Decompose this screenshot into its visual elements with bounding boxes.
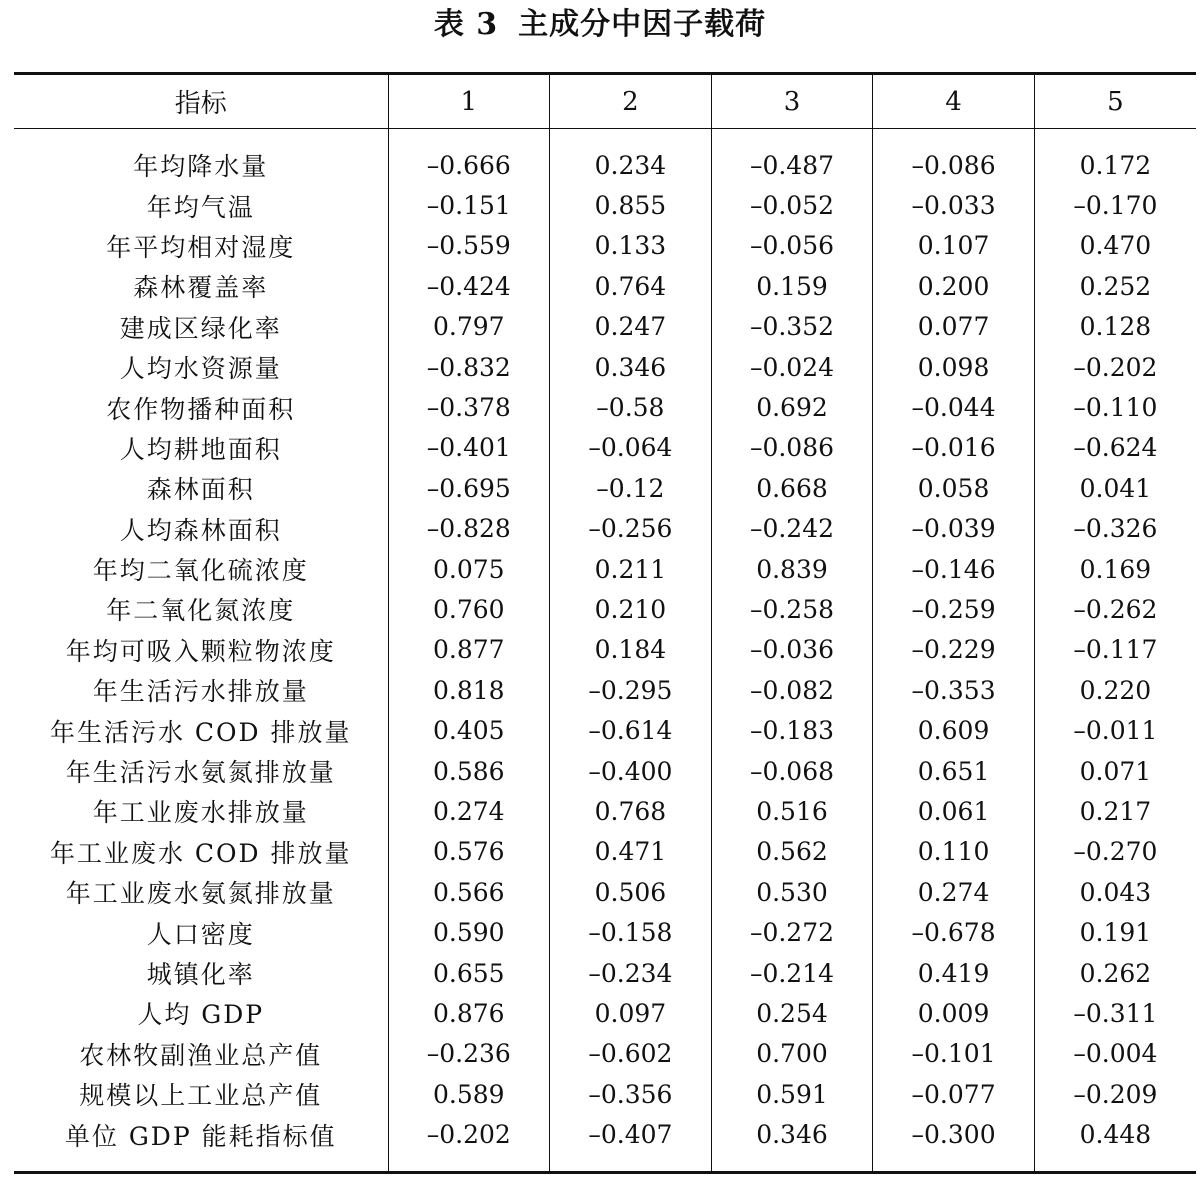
- loading-value-cell: –0.828: [388, 509, 550, 549]
- loading-value-cell: –0.202: [388, 1114, 550, 1172]
- loading-value-cell: 0.262: [1034, 953, 1196, 993]
- loading-value-cell: 0.097: [550, 993, 712, 1033]
- loading-value-cell: 0.700: [711, 1034, 873, 1074]
- indicator-cell: 年均可吸入颗粒物浓度: [65, 636, 336, 666]
- indicator-cell: 人均耕地面积: [119, 434, 282, 464]
- loading-value-cell: –0.236: [388, 1034, 550, 1074]
- loading-value-cell: 0.448: [1034, 1114, 1196, 1172]
- loading-value-cell: –0.262: [1034, 589, 1196, 629]
- indicator-cell: 规模以上工业总产值: [79, 1081, 323, 1111]
- loading-value-cell: –0.064: [550, 428, 712, 468]
- loading-value-cell: –0.229: [873, 630, 1035, 670]
- loading-value-cell: 0.133: [550, 226, 712, 266]
- table-header-row: [14, 74, 1196, 129]
- loading-value-cell: –0.052: [711, 185, 873, 225]
- loading-value-cell: 0.041: [1034, 468, 1196, 508]
- table-row: [14, 953, 1196, 993]
- loading-value-cell: 0.110: [873, 832, 1035, 872]
- loading-value-cell: –0.039: [873, 509, 1035, 549]
- loading-value-cell: 0.159: [711, 266, 873, 306]
- loading-value-cell: 0.254: [711, 993, 873, 1033]
- loading-value-cell: –0.101: [873, 1034, 1035, 1074]
- indicator-cell: 农林牧副渔业总产值: [79, 1040, 323, 1070]
- loading-value-cell: 0.071: [1034, 751, 1196, 791]
- loading-value-cell: 0.346: [550, 347, 712, 387]
- loading-value-cell: –0.12: [550, 468, 712, 508]
- loading-value-cell: –0.086: [873, 129, 1035, 186]
- loading-value-cell: –0.270: [1034, 832, 1196, 872]
- loading-value-cell: 0.075: [388, 549, 550, 589]
- table-row: [14, 185, 1196, 225]
- loading-value-cell: –0.183: [711, 710, 873, 750]
- loading-value-cell: 0.346: [711, 1114, 873, 1172]
- loading-value-cell: –0.256: [550, 509, 712, 549]
- loading-value-cell: 0.651: [873, 751, 1035, 791]
- loading-value-cell: 0.516: [711, 791, 873, 831]
- indicator-cell: 人均水资源量: [119, 354, 282, 384]
- loading-value-cell: –0.117: [1034, 630, 1196, 670]
- indicator-cell: 建成区绿化率: [119, 313, 282, 343]
- loading-value-cell: 0.128: [1034, 307, 1196, 347]
- table-number: 表 3: [433, 7, 499, 42]
- loading-value-cell: –0.242: [711, 509, 873, 549]
- header-cell-indicator: 指标: [14, 74, 388, 129]
- table-row: [14, 670, 1196, 710]
- loading-value-cell: 0.061: [873, 791, 1035, 831]
- indicator-cell: 年工业废水 COD 排放量: [49, 838, 352, 868]
- loading-value-cell: 0.471: [550, 832, 712, 872]
- indicator-cell: 年均二氧化硫浓度: [92, 556, 309, 586]
- table-row: [14, 266, 1196, 306]
- indicator-cell: 森林面积: [146, 475, 255, 505]
- loading-value-cell: –0.272: [711, 912, 873, 952]
- table-row: [14, 872, 1196, 912]
- header-cell-component-3: 3: [711, 74, 873, 129]
- indicator-cell: 人口密度: [146, 919, 255, 949]
- loading-value-cell: –0.326: [1034, 509, 1196, 549]
- loading-value-cell: –0.068: [711, 751, 873, 791]
- loading-value-cell: –0.214: [711, 953, 873, 993]
- loading-value-cell: –0.258: [711, 589, 873, 629]
- loading-value-cell: 0.655: [388, 953, 550, 993]
- loading-value-cell: –0.086: [711, 428, 873, 468]
- indicator-cell: 城镇化率: [146, 960, 255, 989]
- indicator-cell: 森林覆盖率: [133, 273, 269, 303]
- loading-value-cell: –0.056: [711, 226, 873, 266]
- loading-value-cell: 0.530: [711, 872, 873, 912]
- loading-value-cell: –0.695: [388, 468, 550, 508]
- loading-value-cell: 0.247: [550, 307, 712, 347]
- loading-value-cell: 0.184: [550, 630, 712, 670]
- table-row: [14, 387, 1196, 427]
- loading-value-cell: –0.295: [550, 670, 712, 710]
- factor-loading-table: [14, 72, 1196, 1174]
- loading-value-cell: 0.470: [1034, 226, 1196, 266]
- loading-value-cell: –0.110: [1034, 387, 1196, 427]
- table-row: [14, 307, 1196, 347]
- table-row: [14, 791, 1196, 831]
- indicator-cell: 年生活污水氨氮排放量: [65, 758, 336, 788]
- loading-value-cell: –0.378: [388, 387, 550, 427]
- loading-value-cell: –0.832: [388, 347, 550, 387]
- loading-value-cell: 0.252: [1034, 266, 1196, 306]
- loading-value-cell: –0.044: [873, 387, 1035, 427]
- loading-value-cell: 0.098: [873, 347, 1035, 387]
- table-row: [14, 226, 1196, 266]
- table-row: [14, 468, 1196, 508]
- loading-value-cell: –0.614: [550, 710, 712, 750]
- table-title: 主成分中因子载荷: [518, 7, 767, 42]
- indicator-cell: 单位 GDP 能耗指标值: [64, 1121, 337, 1151]
- loading-value-cell: 0.200: [873, 266, 1035, 306]
- table-row: [14, 1074, 1196, 1114]
- loading-value-cell: 0.405: [388, 710, 550, 750]
- loading-value-cell: 0.077: [873, 307, 1035, 347]
- loading-value-cell: –0.016: [873, 428, 1035, 468]
- loading-value-cell: –0.407: [550, 1114, 712, 1172]
- loading-value-cell: 0.576: [388, 832, 550, 872]
- loading-value-cell: 0.210: [550, 589, 712, 629]
- loading-value-cell: 0.217: [1034, 791, 1196, 831]
- loading-value-cell: 0.043: [1034, 872, 1196, 912]
- table-row: [14, 347, 1196, 387]
- loading-value-cell: 0.506: [550, 872, 712, 912]
- table-row: [14, 129, 1196, 186]
- table-caption: [0, 0, 1200, 50]
- loading-value-cell: –0.033: [873, 185, 1035, 225]
- header-cell-component-5: 5: [1034, 74, 1196, 129]
- loading-value-cell: 0.274: [388, 791, 550, 831]
- loading-value-cell: 0.590: [388, 912, 550, 952]
- loading-value-cell: 0.876: [388, 993, 550, 1033]
- indicator-cell: 农作物播种面积: [106, 394, 296, 424]
- loading-value-cell: 0.877: [388, 630, 550, 670]
- indicator-cell: 年生活污水排放量: [92, 677, 309, 707]
- loading-value-cell: 0.220: [1034, 670, 1196, 710]
- table-body: [14, 129, 1196, 1173]
- indicator-cell: 人均森林面积: [119, 515, 282, 545]
- loading-value-cell: –0.400: [550, 751, 712, 791]
- loading-value-cell: 0.818: [388, 670, 550, 710]
- loading-value-cell: –0.311: [1034, 993, 1196, 1033]
- loading-value-cell: 0.169: [1034, 549, 1196, 589]
- loading-value-cell: –0.202: [1034, 347, 1196, 387]
- indicator-cell: 年生活污水 COD 排放量: [49, 717, 352, 747]
- loading-value-cell: 0.591: [711, 1074, 873, 1114]
- loading-value-cell: –0.259: [873, 589, 1035, 629]
- loading-value-cell: 0.692: [711, 387, 873, 427]
- table-row: [14, 832, 1196, 872]
- loading-value-cell: 0.760: [388, 589, 550, 629]
- loading-value-cell: –0.158: [550, 912, 712, 952]
- table-row: [14, 1034, 1196, 1074]
- loading-value-cell: –0.602: [550, 1034, 712, 1074]
- loading-value-cell: 0.234: [550, 129, 712, 186]
- loading-value-cell: 0.058: [873, 468, 1035, 508]
- indicator-cell: 年均气温: [146, 192, 255, 222]
- loading-value-cell: –0.024: [711, 347, 873, 387]
- table-row: [14, 589, 1196, 629]
- loading-value-cell: –0.234: [550, 953, 712, 993]
- loading-value-cell: –0.401: [388, 428, 550, 468]
- loading-value-cell: –0.082: [711, 670, 873, 710]
- loading-value-cell: 0.419: [873, 953, 1035, 993]
- header-cell-component-2: 2: [550, 74, 712, 129]
- loading-value-cell: –0.356: [550, 1074, 712, 1114]
- loading-value-cell: 0.797: [388, 307, 550, 347]
- loading-value-cell: –0.487: [711, 129, 873, 186]
- loading-value-cell: –0.678: [873, 912, 1035, 952]
- loading-value-cell: 0.668: [711, 468, 873, 508]
- loading-value-cell: –0.151: [388, 185, 550, 225]
- loading-value-cell: 0.274: [873, 872, 1035, 912]
- loading-value-cell: –0.353: [873, 670, 1035, 710]
- table-row: [14, 1114, 1196, 1172]
- loading-value-cell: –0.077: [873, 1074, 1035, 1114]
- loading-value-cell: 0.609: [873, 710, 1035, 750]
- header-cell-component-4: 4: [873, 74, 1035, 129]
- indicator-cell: 年均降水量: [133, 152, 269, 182]
- loading-value-cell: –0.004: [1034, 1034, 1196, 1074]
- loading-value-cell: 0.009: [873, 993, 1035, 1033]
- table-row: [14, 912, 1196, 952]
- loading-value-cell: 0.589: [388, 1074, 550, 1114]
- loading-value-cell: –0.559: [388, 226, 550, 266]
- table-row: [14, 751, 1196, 791]
- indicator-cell: 人均 GDP: [137, 1000, 265, 1030]
- indicator-cell: 年平均相对湿度: [106, 232, 296, 262]
- loading-value-cell: –0.424: [388, 266, 550, 306]
- table-row: [14, 549, 1196, 589]
- loading-value-cell: 0.191: [1034, 912, 1196, 952]
- loading-value-cell: –0.300: [873, 1114, 1035, 1172]
- loading-value-cell: –0.352: [711, 307, 873, 347]
- loading-value-cell: 0.768: [550, 791, 712, 831]
- indicator-cell: 年工业废水排放量: [92, 798, 309, 828]
- table-row: [14, 710, 1196, 750]
- table-row: [14, 509, 1196, 549]
- indicator-cell: 年二氧化氮浓度: [106, 596, 296, 626]
- loading-value-cell: –0.666: [388, 129, 550, 186]
- loading-value-cell: –0.58: [550, 387, 712, 427]
- loading-value-cell: 0.586: [388, 751, 550, 791]
- loading-value-cell: –0.146: [873, 549, 1035, 589]
- loading-value-cell: 0.107: [873, 226, 1035, 266]
- table-row: [14, 630, 1196, 670]
- loading-value-cell: –0.036: [711, 630, 873, 670]
- loading-value-cell: –0.170: [1034, 185, 1196, 225]
- table-row: [14, 993, 1196, 1033]
- loading-value-cell: 0.211: [550, 549, 712, 589]
- loading-value-cell: 0.562: [711, 832, 873, 872]
- loading-value-cell: 0.566: [388, 872, 550, 912]
- loading-value-cell: 0.855: [550, 185, 712, 225]
- loading-value-cell: 0.764: [550, 266, 712, 306]
- indicator-cell: 年工业废水氨氮排放量: [65, 879, 336, 909]
- loading-value-cell: –0.011: [1034, 710, 1196, 750]
- header-cell-component-1: 1: [388, 74, 550, 129]
- loading-value-cell: 0.172: [1034, 129, 1196, 186]
- loading-value-cell: –0.624: [1034, 428, 1196, 468]
- loading-value-cell: 0.839: [711, 549, 873, 589]
- loading-value-cell: –0.209: [1034, 1074, 1196, 1114]
- table-row: [14, 428, 1196, 468]
